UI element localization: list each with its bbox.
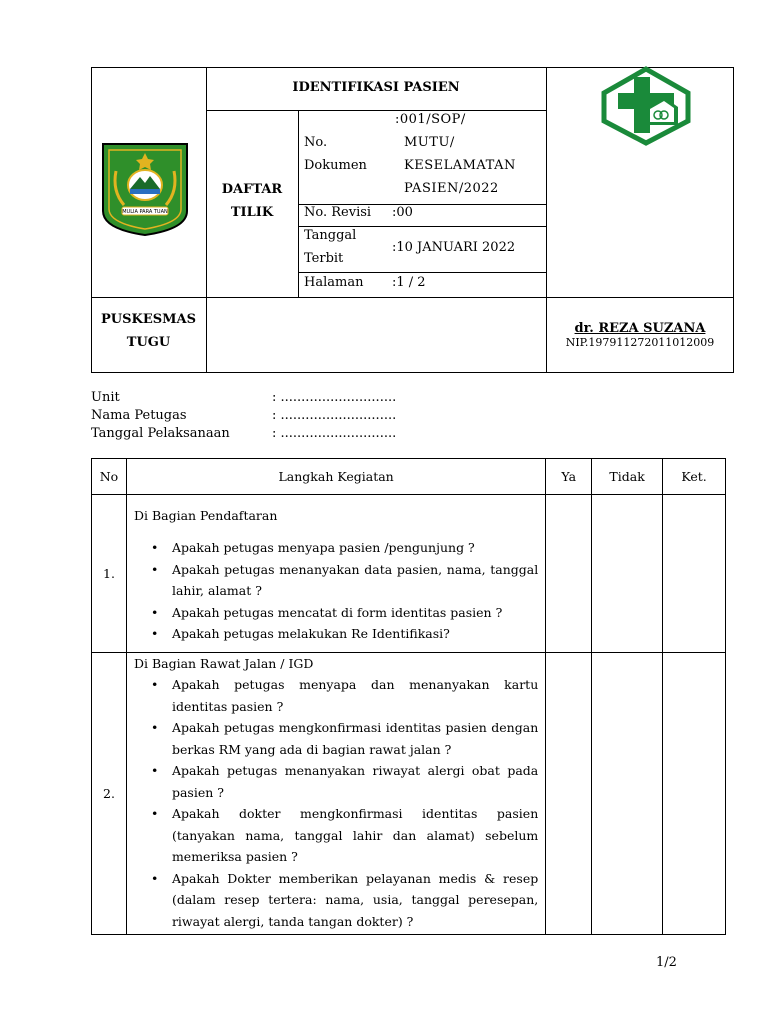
tidak-cell[interactable] bbox=[592, 653, 663, 935]
no-dokumen-label: Dokumen bbox=[304, 158, 367, 173]
no-dokumen-value: :001/SOP/ bbox=[395, 112, 466, 127]
ket-cell[interactable] bbox=[663, 495, 726, 653]
checklist-item: • Apakah petugas menyapa dan menanyakan kartu identitas pasien ? bbox=[127, 674, 538, 717]
organization-name-line2: TUGU bbox=[126, 335, 171, 350]
table-row bbox=[92, 495, 726, 653]
checklist-item: • Apakah Dokter memberikan pelayanan medis & resep (dalam resep tertera: nama, usia, tanggal peresepan, riwayat alergi, tanda tangan dokter) ? bbox=[127, 868, 538, 933]
halaman-label: Halaman bbox=[304, 275, 364, 290]
page-number: 1/2 bbox=[656, 955, 677, 970]
puskesmas-logo-icon bbox=[598, 65, 694, 147]
petugas-label: Nama Petugas bbox=[91, 408, 187, 423]
tanggal-pelaksanaan-value: : ............................ bbox=[272, 426, 397, 441]
section-title: Di Bagian Rawat Jalan / IGD bbox=[133, 656, 314, 671]
header-ket: Ket. bbox=[663, 459, 726, 495]
checklist-item: • Apakah petugas melakukan Re Identifikasi? bbox=[127, 623, 538, 645]
checklist-item: • Apakah petugas mencatat di form identitas pasien ? bbox=[127, 602, 538, 624]
table-header-row bbox=[92, 459, 726, 495]
header-ya: Ya bbox=[546, 459, 592, 495]
ya-cell[interactable] bbox=[546, 653, 592, 935]
header-no: No bbox=[92, 459, 127, 495]
table-row bbox=[92, 653, 726, 935]
unit-label: Unit bbox=[91, 390, 120, 405]
no-dokumen-value: MUTU/ bbox=[404, 135, 455, 150]
emblem-motto-text: MULIA PARA TUAN bbox=[122, 209, 168, 215]
checklist-item: • Apakah petugas menyapa pasien /pengunjung ? bbox=[127, 537, 538, 559]
checklist-item: • Apakah petugas menanyakan data pasien, nama, tanggal lahir, alamat ? bbox=[127, 559, 538, 602]
tanggal-pelaksanaan-label: Tanggal Pelaksanaan bbox=[91, 426, 230, 441]
checklist-item: • Apakah petugas mengkonfirmasi identitas pasien dengan berkas RM yang ada di bagian rawat jalan ? bbox=[127, 717, 538, 760]
unit-value: : ............................ bbox=[272, 390, 397, 405]
divider bbox=[91, 297, 734, 298]
row-number: 1. bbox=[92, 495, 127, 653]
header-langkah: Langkah Kegiatan bbox=[126, 459, 545, 495]
ket-cell[interactable] bbox=[663, 653, 726, 935]
row-number: 2. bbox=[92, 653, 127, 935]
ya-cell[interactable] bbox=[546, 495, 592, 653]
no-dokumen-value: PASIEN/2022 bbox=[404, 181, 499, 196]
document-type-line1: DAFTAR bbox=[221, 182, 283, 197]
no-dokumen-label: No. bbox=[304, 135, 328, 150]
no-dokumen-value: KESELAMATAN bbox=[404, 158, 516, 173]
regional-emblem-icon bbox=[100, 141, 190, 237]
tanggal-terbit-label: Terbit bbox=[304, 251, 344, 266]
document-title: IDENTIFIKASI PASIEN bbox=[292, 80, 460, 95]
tidak-cell[interactable] bbox=[592, 495, 663, 653]
checklist-table bbox=[91, 458, 726, 935]
tanggal-terbit-label: Tanggal bbox=[304, 228, 357, 243]
header-tidak: Tidak bbox=[592, 459, 663, 495]
section-title: Di Bagian Pendaftaran bbox=[133, 508, 278, 523]
halaman-value: :1 / 2 bbox=[392, 275, 426, 290]
organization-name-line1: PUSKESMAS bbox=[101, 312, 196, 327]
no-revisi-label: No. Revisi bbox=[304, 205, 372, 220]
divider bbox=[206, 110, 546, 111]
signer-nip: NIP.197911272011012009 bbox=[565, 336, 715, 349]
signer-name: dr. REZA SUZANA bbox=[574, 321, 706, 336]
tanggal-terbit-value: :10 JANUARI 2022 bbox=[392, 240, 516, 255]
checklist-item: • Apakah petugas menanyakan riwayat alergi obat pada pasien ? bbox=[127, 760, 538, 803]
checklist-item: • Apakah dokter mengkonfirmasi identitas pasien (tanyakan nama, tanggal lahir dan alamat) sebelum memeriksa pasien ? bbox=[127, 803, 538, 868]
document-type-line2: TILIK bbox=[230, 205, 274, 220]
petugas-value: : ............................ bbox=[272, 408, 397, 423]
no-revisi-value: :00 bbox=[392, 205, 413, 220]
